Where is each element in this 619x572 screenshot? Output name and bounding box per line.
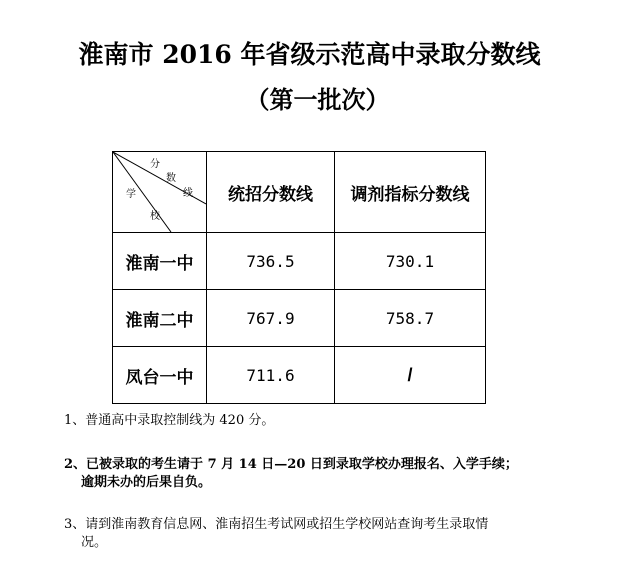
corner-label-char: 分 xyxy=(150,159,160,170)
adjusted-score: 730.1 xyxy=(335,233,486,290)
header-adjusted-score: 调剂指标分数线 xyxy=(335,152,486,233)
school-name: 凤台一中 xyxy=(113,347,207,404)
corner-label-char: 校 xyxy=(150,211,160,222)
table-row xyxy=(113,347,486,404)
adjusted-score: 758.7 xyxy=(335,290,486,347)
header-unified-score: 统招分数线 xyxy=(207,152,335,233)
table-row xyxy=(113,233,486,290)
school-name: 淮南一中 xyxy=(113,233,207,290)
table-row xyxy=(113,290,486,347)
corner-label-char: 学 xyxy=(126,189,136,200)
unified-score: 767.9 xyxy=(207,290,335,347)
note-text-continued: 逾期未办的后果自负。 xyxy=(81,475,212,490)
school-name: 淮南二中 xyxy=(113,290,207,347)
note-control-line xyxy=(64,412,594,430)
note-text: 2、已被录取的考生请于 7 月 14 日—20 日到录取学校办理报名、入学手续； xyxy=(64,457,518,472)
note-enrollment-deadline xyxy=(64,456,594,492)
note-text: 1、普通高中录取控制线为 420 分。 xyxy=(64,413,275,428)
unified-score: 736.5 xyxy=(207,233,335,290)
page-subtitle: （第一批次） xyxy=(245,85,390,114)
note-text: 3、请到淮南教育信息网、淮南招生考试网或招生学校网站查询考生录取情 xyxy=(64,517,489,532)
corner-label-char: 数 xyxy=(166,173,176,184)
adjusted-score: / xyxy=(335,347,486,404)
score-table xyxy=(112,151,486,404)
note-query-results xyxy=(64,516,594,552)
unified-score: 711.6 xyxy=(207,347,335,404)
table-header-row xyxy=(113,152,486,233)
page-title: 淮南市 2016 年省级示范高中录取分数线 xyxy=(78,40,541,69)
corner-label-char: 线 xyxy=(183,188,193,199)
table-corner-cell xyxy=(113,152,207,233)
note-text-continued: 况。 xyxy=(81,535,108,550)
